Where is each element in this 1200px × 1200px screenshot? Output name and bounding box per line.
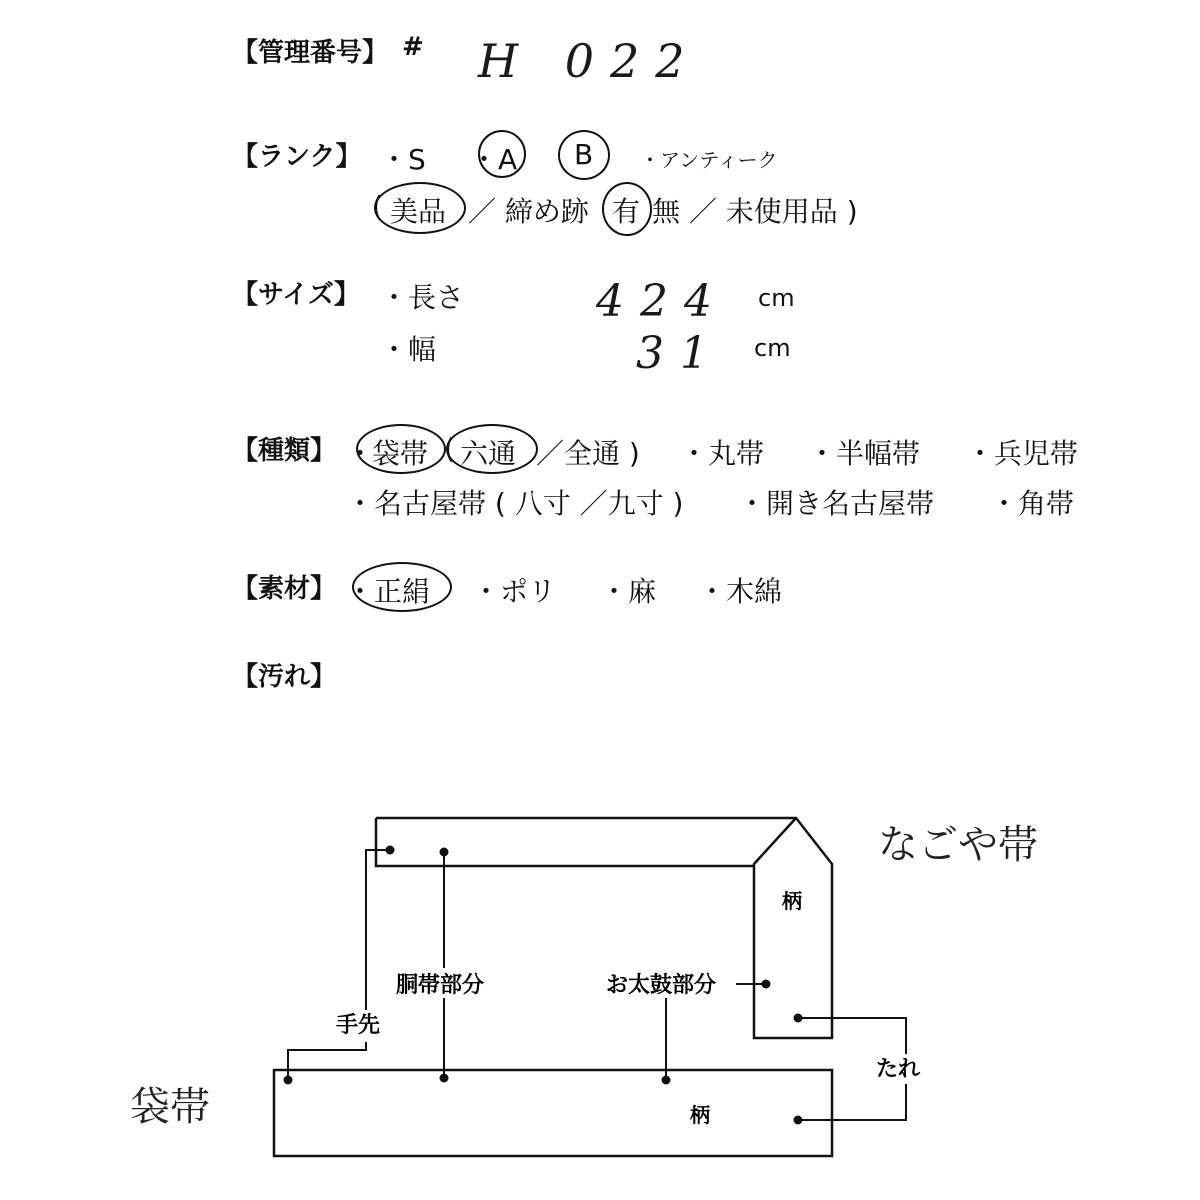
otaiko-point-bottom (662, 1076, 671, 1085)
kind-hiraki-nagoya-obi: ・開き名古屋帯 (738, 487, 935, 520)
pattern-label-top: 柄 (782, 889, 802, 913)
tesaki-label: 手先 (336, 1013, 381, 1038)
rank-option-antique: ・アンティーク (640, 148, 778, 172)
size-length-value: 424 (596, 276, 728, 327)
size-width-value: 31 (636, 328, 724, 379)
rank-option-s: ・S (380, 143, 426, 176)
fukuro-obi-title: 袋帯 (130, 1084, 210, 1130)
tare-point-bottom (794, 1116, 803, 1125)
rank-ari: 有 (612, 195, 641, 228)
rank-paren-open: ( (372, 190, 383, 223)
material-shoken: 正絹 (374, 575, 431, 608)
kind-paren-open: ( (444, 432, 455, 465)
stain-label: 【汚れ】 (232, 662, 337, 692)
kind-nagoya-obi: ・名古屋帯 ( 八寸 ／九寸 ) (346, 487, 684, 520)
material-momen: ・木綿 (698, 575, 783, 608)
rank-shimeato: ／ 締め跡 (468, 195, 589, 228)
size-length-unit: cm (758, 284, 795, 312)
mgmt-hash-symbol: # (402, 32, 424, 62)
tesaki-connector (366, 850, 390, 1010)
kind-hanhaba-obi: ・半幅帯 (808, 437, 921, 470)
tare-bracket-upper (798, 1018, 906, 1054)
kind-label: 【種類】 (232, 436, 337, 466)
rank-option-bihin: 美品 (390, 195, 447, 228)
size-length-label: ・長さ (380, 281, 465, 314)
tesaki-connector-lower (288, 1042, 366, 1080)
tare-label: たれ (876, 1057, 921, 1082)
material-bullet: ・ (346, 575, 375, 608)
otaiko-point-top (762, 980, 771, 989)
tesaki-point-top (386, 846, 395, 855)
material-poly: ・ポリ (472, 575, 557, 608)
pattern-label-bottom: 柄 (690, 1103, 710, 1127)
rank-option-b: B (574, 138, 594, 171)
nagoya-obi-title: なごや帯 (878, 822, 1038, 868)
kind-heko-obi: ・兵児帯 (966, 437, 1079, 470)
dou-point-bottom (440, 1074, 449, 1083)
tesaki-point-bottom (284, 1076, 293, 1085)
mgmt-number-label: 【管理番号】 (232, 38, 389, 68)
kind-bullet: ・ (346, 437, 375, 470)
fukuro-obi-outline (274, 1070, 832, 1156)
tare-bracket-lower (798, 1084, 906, 1120)
rank-nashi-mishiyou: 無 ／ 未使用品 ) (652, 195, 858, 228)
material-label: 【素材】 (232, 574, 337, 604)
kind-kaku-obi: ・角帯 (990, 487, 1075, 520)
otaiko-label: お太鼓部分 (606, 973, 717, 998)
kind-maru-obi: ・丸帯 (680, 437, 765, 470)
rank-label: 【ランク】 (232, 142, 362, 172)
tare-point-top (794, 1014, 803, 1023)
kind-zentsu: ／全通 ) (536, 437, 640, 470)
dou-label: 胴帯部分 (396, 973, 485, 998)
kind-fukuro-obi: 袋帯 (372, 437, 429, 470)
rank-option-a: ・A (470, 143, 518, 176)
size-width-label: ・幅 (380, 333, 437, 366)
mgmt-number-value: H 022 (478, 34, 701, 88)
material-asa: ・麻 (600, 575, 657, 608)
size-label: 【サイズ】 (232, 280, 360, 310)
dou-point-top (440, 848, 449, 857)
size-width-unit: cm (754, 334, 791, 362)
kind-rokutsu: 六通 (460, 437, 517, 470)
